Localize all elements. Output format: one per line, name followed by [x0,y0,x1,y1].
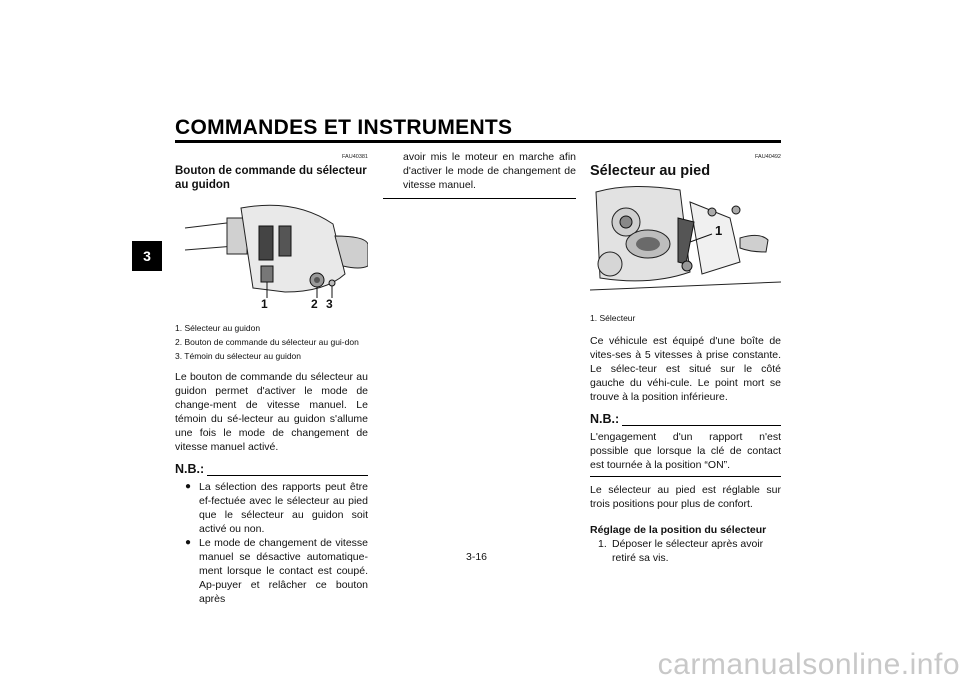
foot-shifter-figure [590,182,781,300]
header-rule [175,140,781,143]
page-number: 3-16 [466,551,488,563]
list-item: ● La sélection des rapports peut être ef-fectuée avec le sélecteur au pied que le sélecteur au guidon soit activé ou non. [185,481,368,535]
handlebar-switch-figure [175,196,368,314]
list-item: ● Le mode de changement de vitesse manuel se désactive automatique-ment lorsque le contact est coupé. Ap-puyer et relâcher ce bouton après [185,537,368,605]
continuation-text: avoir mis le moteur en marche afin d'activer le mode de changement de vitesse manuel. [403,151,576,191]
bullet-icon: ● [185,481,192,492]
section-heading: Bouton de commande du sélecteur au guidon [175,165,367,191]
bullet-icon: ● [185,537,192,548]
figure-label-1: 1 [715,223,723,238]
watermark: carmanualsonline.info [657,648,960,681]
caption-item: 1. Sélecteur au guidon [175,323,261,333]
nb-label: N.B.: [590,412,620,426]
caption-item: 2. Bouton de commande du sélecteur au gui-don [175,337,359,347]
list-item: 1. Déposer le sélecteur après avoir retiré sa vis. [598,538,764,564]
handlebar-switch-illustration [175,196,368,314]
figure-label-1: 1 [261,297,268,311]
nb-end-rule [383,198,576,199]
middle-column [383,150,576,199]
nb-rule [622,415,781,426]
body-paragraph: Le bouton de commande du sélecteur au guidon permet d'activer le mode de change-ment de vitesse manuel. Le témoin du sé-lecteur au guidon s'allume une fois le mode de changement de vitesse manuel activé. [175,371,368,453]
nb-header [175,462,368,476]
section-code: FAU40492 [755,154,781,160]
body-paragraph: Le sélecteur au pied est réglable sur trois positions pour plus de confort. [590,484,781,510]
caption-item: 3. Témoin du sélecteur au guidon [175,351,302,361]
nb-end-rule [590,476,781,477]
page-title: COMMANDES ET INSTRUMENTS [175,116,513,139]
chapter-tab: 3 [132,241,162,271]
right-column [590,150,781,565]
figure-label-3: 3 [326,297,333,311]
subheading: Réglage de la position du sélecteur [590,524,767,536]
nb-header [590,412,781,426]
left-column [175,150,368,606]
section-code: FAU40381 [342,154,368,160]
figure-caption: 1. Sélecteur [590,313,636,323]
foot-shifter-illustration [590,182,781,300]
section-heading: Sélecteur au pied [590,163,711,179]
nb-rule [207,465,368,476]
nb-text: L'engagement d'un rapport n'est possible que lorsque la clé de contact est tournée à la position “ON”. [590,431,781,471]
body-paragraph: Ce véhicule est équipé d'une boîte de vites-ses à 5 vitesses à prise constante. Le sélec-teur est situé sur le côté gauche du véhi-cule. Le point mort se trouve à la position inférieure. [590,335,781,403]
figure-captions [175,322,368,362]
figure-label-2: 2 [311,297,318,311]
nb-label: N.B.: [175,462,205,476]
